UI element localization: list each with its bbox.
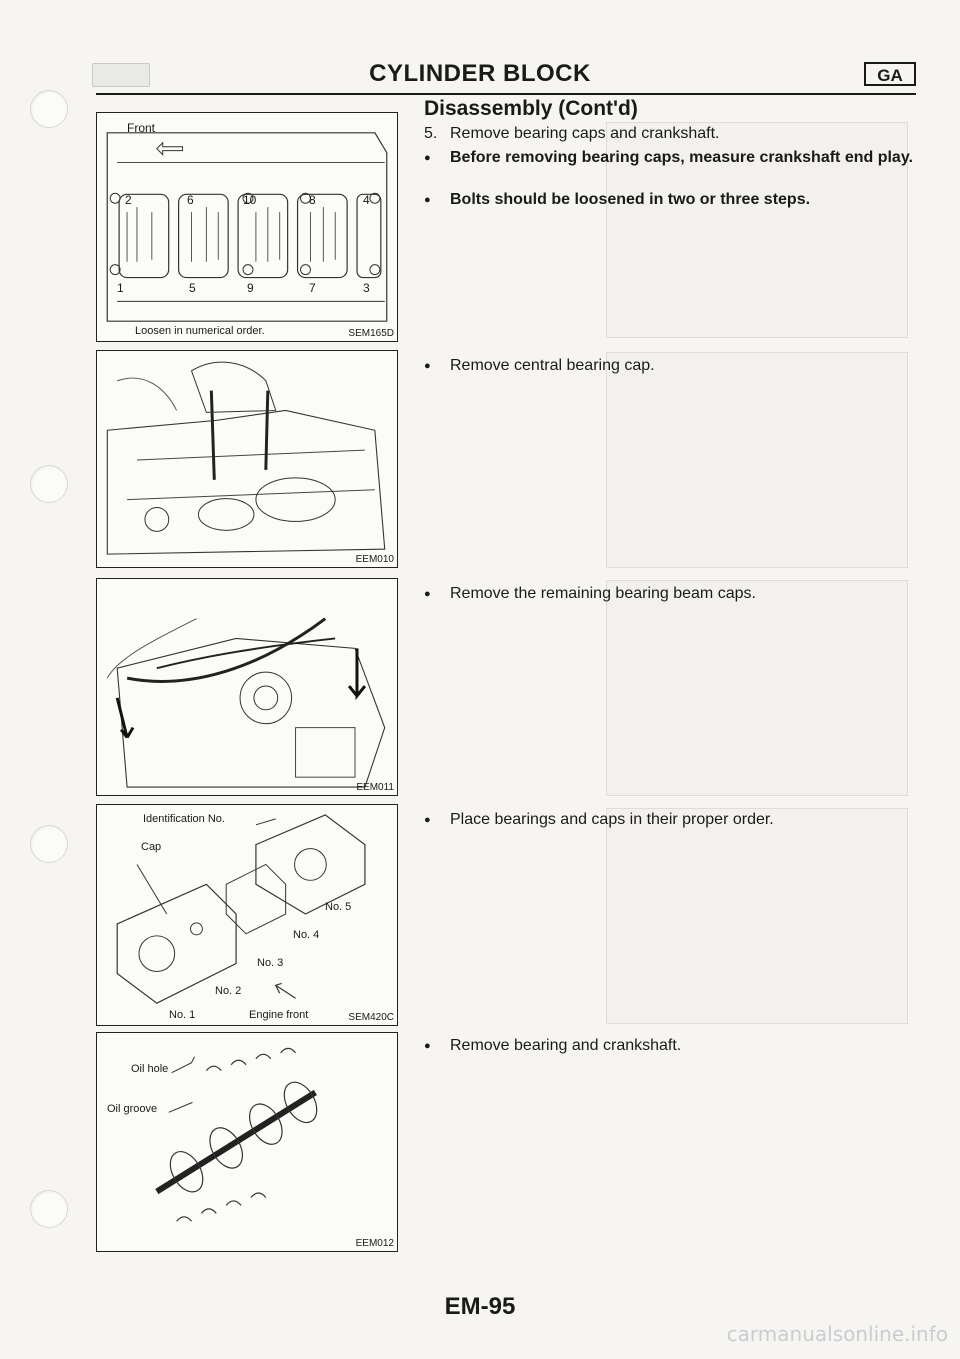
central-cap-illustration xyxy=(97,351,397,567)
order-number: 9 xyxy=(247,281,254,295)
bullet-dot-icon: ● xyxy=(424,1040,431,1052)
bullet-dot-icon: ● xyxy=(424,814,431,826)
identification-label: Identification No. xyxy=(143,813,225,825)
binder-hole xyxy=(30,825,68,863)
figure-beam-caps xyxy=(96,578,398,796)
figure-code: SEM420C xyxy=(348,1012,394,1023)
oil-hole-label: Oil hole xyxy=(131,1063,169,1075)
order-number: 4 xyxy=(363,193,370,207)
bullet-text: Before removing bearing caps, measure crankshaft end play. xyxy=(450,149,913,166)
engine-badge: GA xyxy=(864,62,916,86)
bullet-dot-icon: ● xyxy=(424,152,431,164)
cap-number-label: No. 2 xyxy=(215,985,242,997)
figure-code: EEM012 xyxy=(355,1238,394,1249)
oil-groove-label: Oil groove xyxy=(107,1103,158,1115)
header-rule xyxy=(96,93,916,95)
figure-code: EEM011 xyxy=(356,782,394,793)
cap-number-label: No. 5 xyxy=(325,901,352,913)
bullet-item xyxy=(424,810,924,831)
order-number: 1 xyxy=(117,281,124,295)
bullet-text: Bolts should be loosened in two or three steps. xyxy=(450,191,811,208)
bullet-item xyxy=(424,148,924,169)
front-label: Front xyxy=(127,121,156,135)
bullet-text: Remove central bearing cap. xyxy=(450,357,655,374)
figure-crankshaft xyxy=(96,1032,398,1252)
bleed-through-figure xyxy=(606,580,908,796)
bleed-through-figure xyxy=(606,808,908,1024)
bullet-item xyxy=(424,190,924,211)
step-5 xyxy=(424,124,924,144)
bearing-beam-diagram xyxy=(97,113,397,341)
step-text: Remove bearing caps and crankshaft. xyxy=(450,125,720,142)
order-number: 6 xyxy=(187,193,194,207)
cap-number-label: No. 3 xyxy=(257,957,284,969)
figure-code: EEM010 xyxy=(355,554,394,565)
cap-order-illustration xyxy=(97,805,397,1025)
order-number: 8 xyxy=(309,193,316,207)
binder-hole xyxy=(30,1190,68,1228)
order-number: 5 xyxy=(189,281,196,295)
binder-hole xyxy=(30,90,68,128)
order-number: 10 xyxy=(243,193,257,207)
binder-hole xyxy=(30,465,68,503)
figure-central-cap xyxy=(96,350,398,568)
cap-number-label: No. 1 xyxy=(169,1009,196,1021)
bullet-text: Remove bearing and crankshaft. xyxy=(450,1037,682,1054)
bullet-dot-icon: ● xyxy=(424,194,431,206)
page-title: CYLINDER BLOCK xyxy=(369,60,591,87)
section-title: Disassembly (Cont'd) xyxy=(424,97,638,120)
bullet-text: Place bearings and caps in their proper order. xyxy=(450,811,774,828)
figure-cap-order xyxy=(96,804,398,1026)
order-number: 3 xyxy=(363,281,370,295)
figure-loosening-order xyxy=(96,112,398,342)
order-number: 2 xyxy=(125,193,132,207)
bullet-item xyxy=(424,584,924,605)
order-number: 7 xyxy=(309,281,316,295)
figure-caption: Loosen in numerical order. xyxy=(135,325,265,337)
bleed-through-figure xyxy=(606,352,908,568)
cap-label: Cap xyxy=(141,841,162,853)
bullet-text: Remove the remaining bearing beam caps. xyxy=(450,585,756,602)
figure-code: SEM165D xyxy=(348,328,394,339)
bullet-dot-icon: ● xyxy=(424,588,431,600)
engine-front-label: Engine front xyxy=(249,1009,309,1021)
watermark: carmanualsonline.info xyxy=(726,1322,948,1346)
bullet-item xyxy=(424,356,924,377)
bullet-item xyxy=(424,1036,924,1057)
cap-number-label: No. 4 xyxy=(293,929,320,941)
page-number: EM-95 xyxy=(444,1293,516,1320)
step-number: 5. xyxy=(424,125,438,142)
bullet-dot-icon: ● xyxy=(424,360,431,372)
beam-caps-illustration xyxy=(97,579,397,795)
